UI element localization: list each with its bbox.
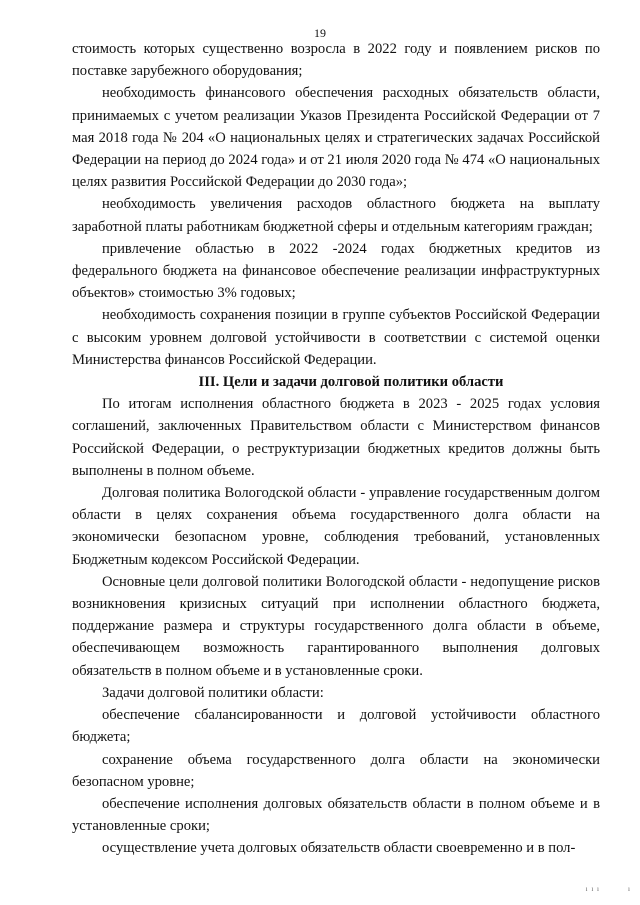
scan-mark: ı ı ı: [585, 885, 600, 893]
paragraph: привлечение областью в 2022 -2024 годах бюджетных кредитов из федерального бюджета на финансовое обеспечение реализации инфраструктурных объектов» стоимостью 3% годовых;: [72, 240, 600, 302]
paragraph: По итогам исполнения областного бюджета в 2023 - 2025 годах условия соглашений, заключенных Правительством области с Министерством финансов Российской Федерации, о реструктуризации бюджетных кредитов должны быть выполнены в полном объеме.: [72, 396, 600, 479]
scan-mark: ı: [628, 885, 630, 893]
paragraph: необходимость сохранения позиции в группе субъектов Российской Федерации с высоким уровнем долговой устойчивости в соответствии с системой оценки Министерства финансов Российской Федерации.: [72, 307, 600, 368]
list-item: осуществление учета долговых обязательств области своевременно и в пол-: [102, 840, 576, 857]
paragraph: Основные цели долговой политики Вологодской области - недопущение рисков возникновения кризисных ситуаций при исполнении областного бюджета, поддержание размера и структуры государственного долга области в объеме, обеспечивающем возможность гарантированного выполнения долговых обязательств в полном объеме и в установленные сроки.: [72, 573, 600, 679]
section-heading: III. Цели и задачи долговой политики области: [198, 374, 504, 391]
paragraph: Задачи долговой политики области:: [102, 684, 324, 701]
list-item: обеспечение сбалансированности и долговой устойчивости областного бюджета;: [72, 707, 600, 746]
paragraph: Долговая политика Вологодской области - управление государственным долгом области в целях сохранения объема государственного долга области на экономически безопасном уровне, соблюдения требований, установленных Бюджетным кодексом Российской Федерации.: [72, 485, 600, 568]
document-body: [72, 38, 600, 860]
paragraph: необходимость финансового обеспечения расходных обязательств области, принимаемых с учетом реализации Указов Президента Российской Федерации от 7 мая 2018 года № 204 «О национальных целях и стратегических задачах Российской Федерации на период до 2024 года» и от 21 июля 2020 года № 474 «О национальных целях развития Российской Федерации до 2030 года»;: [72, 85, 600, 191]
list-item: обеспечение исполнения долговых обязательств области в полном объеме и в установленные сроки;: [72, 795, 600, 835]
list-item: сохранение объема государственного долга области на экономически безопасном уровне;: [72, 751, 600, 790]
page-number: 19: [314, 26, 326, 40]
paragraph: стоимость которых существенно возросла в 2022 году и появлением рисков по поставке зарубежного оборудования;: [72, 41, 600, 80]
paragraph: необходимость увеличения расходов областного бюджета на выплату заработной платы работникам бюджетной сферы и отдельным категориям граждан;: [72, 196, 600, 235]
